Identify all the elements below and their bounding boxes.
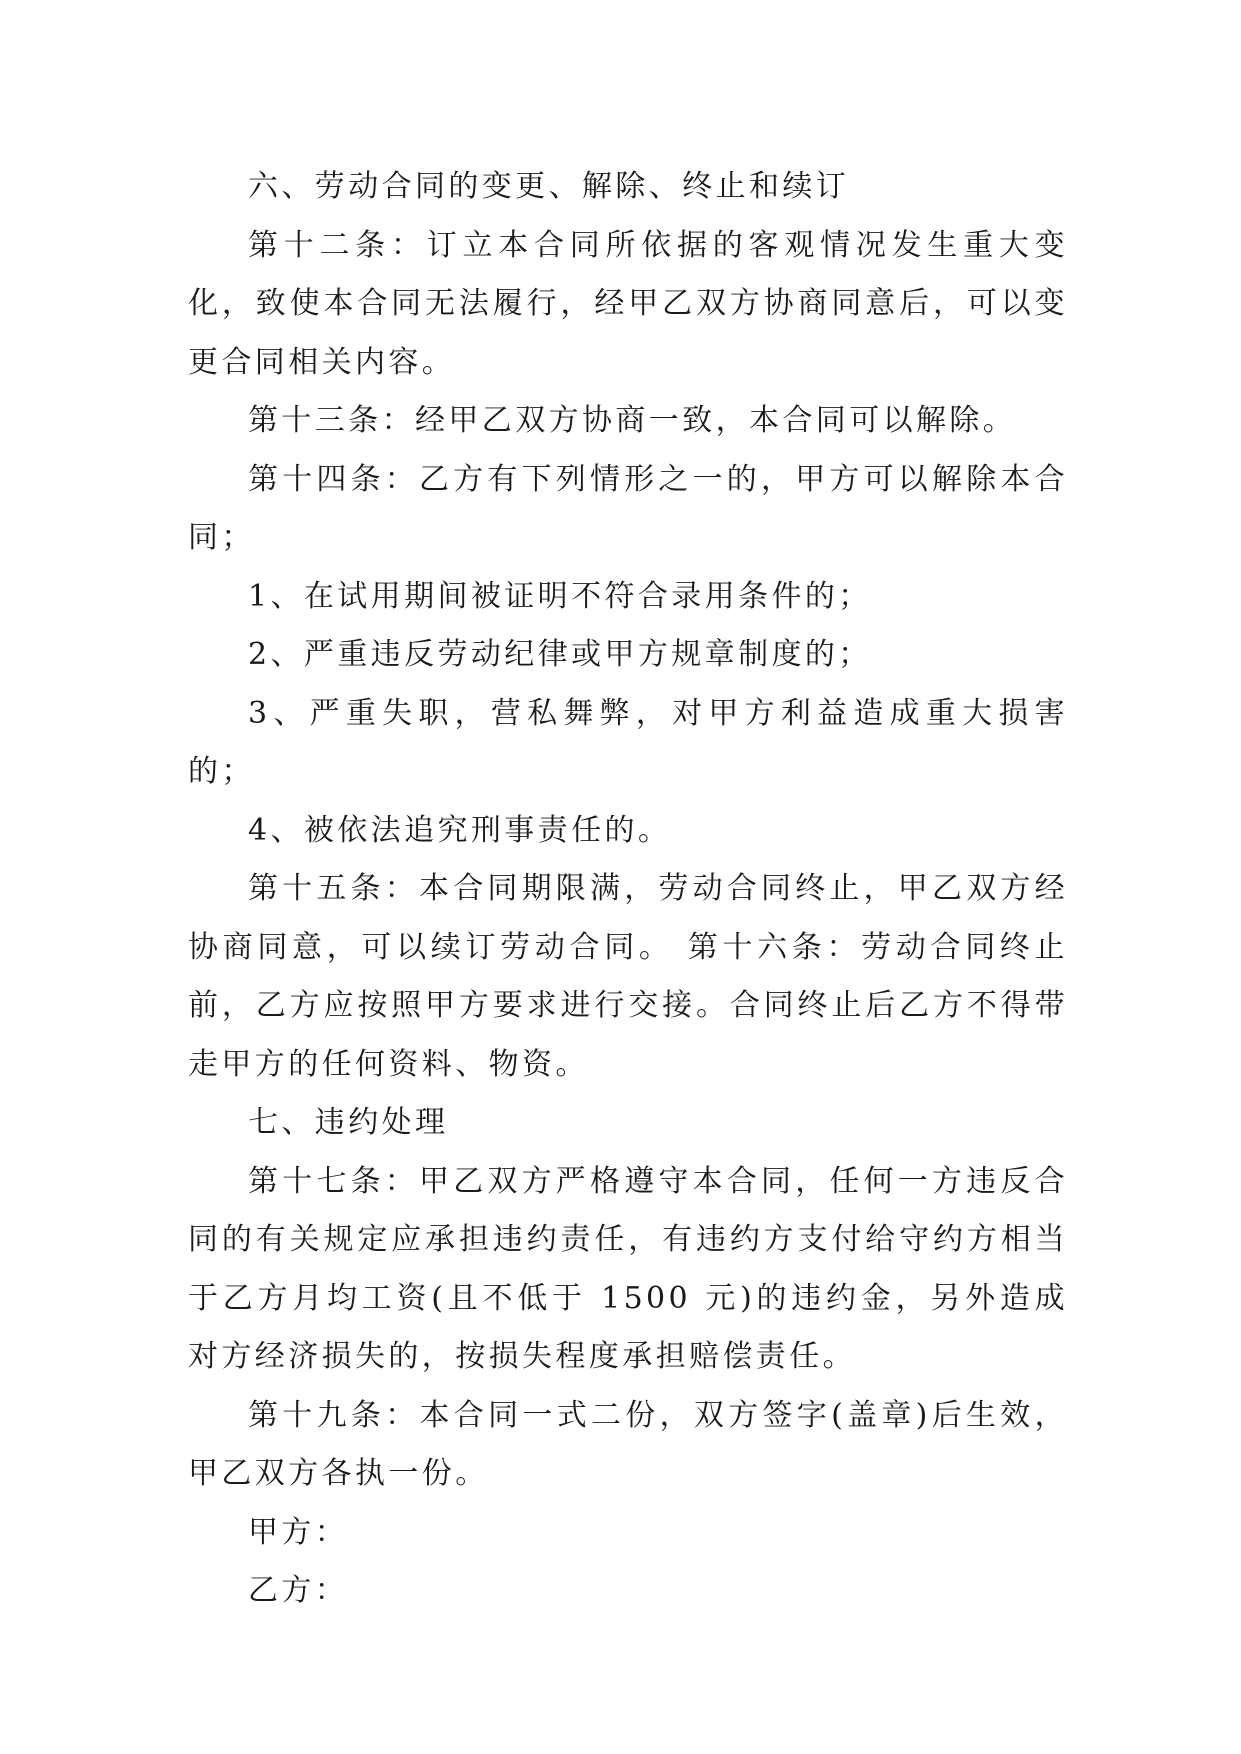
article-19: 第十九条：本合同一式二份，双方签字(盖章)后生效，甲乙双方各执一份。	[188, 1397, 1068, 1491]
contract-text	[188, 158, 1068, 1621]
article-17: 第十七条：甲乙双方严格遵守本合同，任何一方违反合同的有关规定应承担违约责任，有违约方支付给守约方相当于乙方月均工资(且不低于 1500 元)的违约金，另外造成对方经济损失的，按损失程度承担赔偿责任。	[188, 1163, 1068, 1374]
article-14-item-2: 2、严重违反劳动纪律或甲方规章制度的；	[248, 637, 872, 672]
article-14-item-1: 1、在试用期间被证明不符合录用条件的；	[248, 578, 872, 614]
party-a-signature-line: 甲方：	[248, 1514, 349, 1550]
article-13: 第十三条：经甲乙双方协商一致，本合同可以解除。	[248, 403, 1017, 438]
article-15-16: 第十五条：本合同期限满，劳动合同终止，甲乙双方经协商同意，可以续订劳动合同。 第十六条：劳动合同终止前，乙方应按照甲方要求进行交接。合同终止后乙方不得带走甲方的任何资料、物资。	[188, 871, 1068, 1082]
article-14-item-4: 4、被依法追究刑事责任的。	[248, 812, 672, 848]
article-14: 第十四条：乙方有下列情形之一的，甲方可以解除本合同；	[188, 461, 1068, 555]
section-heading-change-termination: 六、劳动合同的变更、解除、终止和续订	[248, 169, 850, 204]
party-b-signature-line: 乙方：	[248, 1573, 349, 1608]
article-12: 第十二条：订立本合同所依据的客观情况发生重大变化，致使本合同无法履行，经甲乙双方协商同意后，可以变更合同相关内容。	[188, 227, 1068, 380]
section-heading-breach: 七、违约处理	[248, 1105, 449, 1140]
article-14-item-3: 3、严重失职，营私舞弊，对甲方利益造成重大损害的；	[188, 695, 1068, 789]
